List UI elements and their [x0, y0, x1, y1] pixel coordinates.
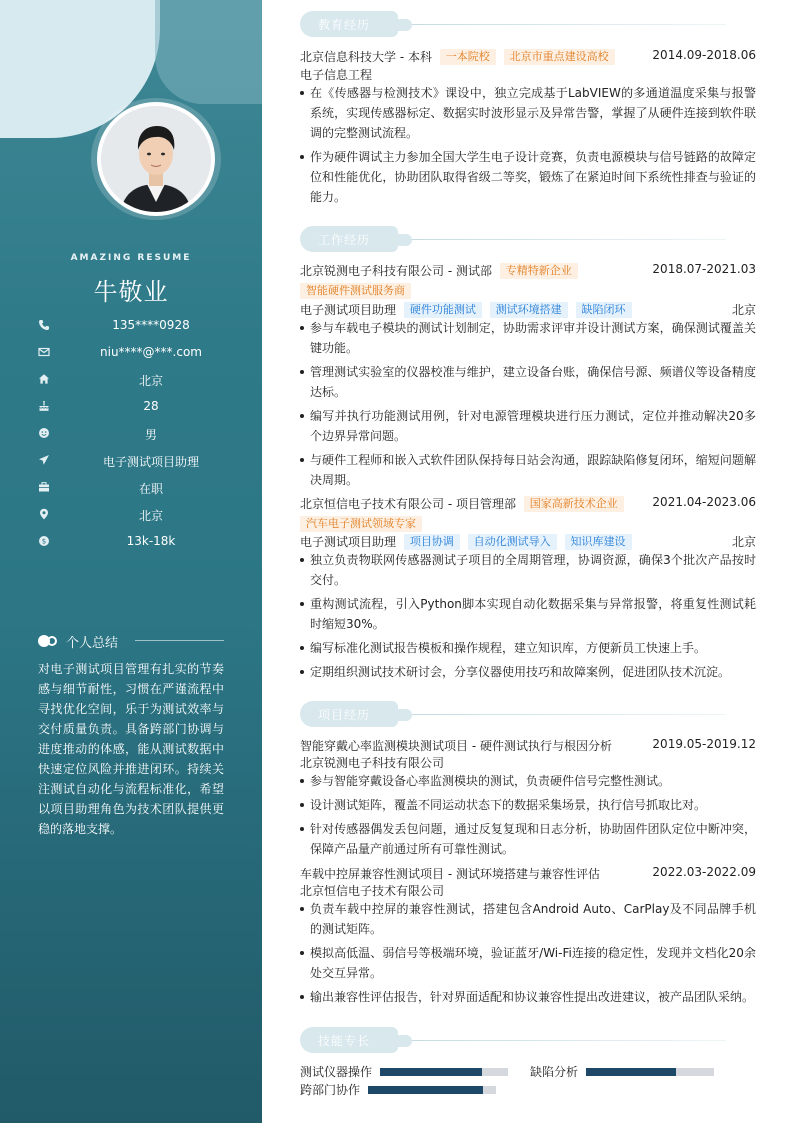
divider	[412, 24, 726, 25]
company-tag: 国家高新技术企业	[524, 496, 624, 512]
project-date: 2022.03-2022.09	[652, 865, 756, 879]
major-row	[300, 66, 756, 84]
info-value: 男	[144, 428, 157, 442]
project-company-row	[300, 754, 756, 772]
info-value: niu****@***.com	[100, 345, 202, 359]
info-value: 北京	[138, 509, 163, 523]
list-item: 管理测试实验室的仪器校准与维护，建立设备台账，确保信号源、频谱仪等设备精度达标。	[300, 362, 756, 402]
job-tags-row	[300, 516, 756, 534]
project-row	[300, 737, 756, 755]
info-value: 28	[143, 399, 159, 413]
skill-bar	[586, 1068, 714, 1076]
skill-item	[300, 1063, 510, 1081]
divider	[412, 239, 726, 240]
info-salary	[0, 530, 262, 557]
summary-title: 个人总结	[66, 636, 119, 651]
section-header-projects	[300, 701, 756, 729]
role-tag: 自动化测试导入	[468, 534, 557, 550]
section-header-skills	[300, 1027, 756, 1055]
role-tag: 项目协调	[404, 534, 460, 550]
skill-label: 缺陷分析	[530, 1065, 579, 1079]
candidate-name: 牛敬业	[93, 278, 169, 306]
job-location: 北京	[731, 535, 756, 549]
education-row	[300, 48, 756, 66]
summary-dots-icon	[38, 635, 60, 647]
job-date: 2021.04-2023.06	[652, 495, 756, 509]
list-item: 模拟高低温、弱信号等极端环境，验证蓝牙/Wi-Fi连接的稳定性，发现并文档化20余处交互异常。	[300, 943, 756, 983]
list-item: 编写并执行功能测试用例，针对电源管理模块进行压力测试，定位并推动解决20多个边界异常问题。	[300, 406, 756, 446]
role-row	[300, 533, 756, 551]
list-item: 针对传感器偶发丢包问题，通过反复复现和日志分析，协助固件团队定位中断冲突，保障产品量产前通过所有可靠性测试。	[300, 819, 756, 859]
skill-bar	[368, 1086, 496, 1094]
list-item: 参与智能穿戴设备心率监测模块的测试，负责硬件信号完整性测试。	[300, 771, 756, 791]
list-item: 设计测试矩阵，覆盖不同运动状态下的数据采集场景，执行信号抓取比对。	[300, 795, 756, 815]
info-phone	[0, 314, 262, 341]
job-row	[300, 495, 756, 513]
info-value: 在职	[138, 482, 163, 496]
list-item: 重构测试流程，引入Python脚本实现自动化数据采集与异常报警，将重复性测试耗时缩短30%。	[300, 594, 756, 634]
school-tag: 一本院校	[440, 49, 496, 65]
role-row	[300, 301, 756, 319]
project-date: 2019.05-2019.12	[652, 737, 756, 751]
section-title: 工作经历	[318, 233, 371, 247]
role-tag: 缺陷闭环	[576, 302, 632, 318]
list-item: 作为硬件调试主力参加全国大学生电子设计竞赛，负责电源模块与信号链路的故障定位和性能优化，协助团队取得省级二等奖，锻炼了在紧迫时间下系统性排查与验证的能力。	[300, 147, 756, 207]
job-date: 2018.07-2021.03	[652, 262, 756, 276]
company-tag: 专精特新企业	[500, 263, 578, 279]
job-bullets	[300, 318, 756, 494]
project-name: 智能穿戴心率监测模块测试项目 - 硬件测试执行与根因分析	[300, 739, 612, 753]
info-gender	[0, 422, 262, 449]
info-value: 13k-18k	[126, 534, 176, 548]
info-value: 135****0928	[112, 318, 190, 332]
avatar	[97, 102, 215, 216]
role-tag: 测试环境搭建	[490, 302, 568, 318]
section-header-work	[300, 226, 756, 254]
info-value: 电子测试项目助理	[102, 455, 199, 469]
job-bullets	[300, 550, 756, 686]
skill-bar-fill	[380, 1068, 482, 1076]
sidebar	[0, 0, 262, 1123]
company-tag: 汽车电子测试领域专家	[300, 516, 422, 532]
contact-info-list	[0, 314, 262, 557]
section-title: 项目经历	[318, 708, 371, 722]
divider	[412, 714, 726, 715]
company-tag: 智能硬件测试服务商	[300, 283, 411, 299]
avatar-photo	[101, 106, 211, 212]
job-tags-row	[300, 283, 756, 301]
role-name: 电子测试项目助理	[300, 535, 397, 549]
project-company: 北京锐测电子科技有限公司	[300, 756, 445, 770]
list-item: 定期组织测试技术研讨会，分享仪器使用技巧和故障案例，促进团队技术沉淀。	[300, 662, 756, 682]
info-email	[0, 341, 262, 368]
list-item: 独立负责物联网传感器测试子项目的全周期管理，协调资源，确保3个批次产品按时交付。	[300, 550, 756, 590]
decor-shape	[155, 0, 262, 104]
summary-header	[38, 631, 224, 649]
job-row	[300, 262, 756, 280]
school-name: 北京信息科技大学 - 本科	[300, 50, 432, 64]
list-item: 与硬件工程师和嵌入式软件团队保持每日站会沟通，跟踪缺陷修复闭环，缩短问题解决周期。	[300, 450, 756, 490]
skill-label: 跨部门协作	[300, 1083, 361, 1097]
project-bullets	[300, 771, 756, 863]
company-name: 北京锐测电子科技有限公司 - 测试部	[300, 264, 492, 278]
list-item: 输出兼容性评估报告，针对界面适配和协议兼容性提出改进建议，被产品团队采纳。	[300, 987, 756, 1007]
role-tag: 硬件功能测试	[404, 302, 482, 318]
section-header-education	[300, 11, 756, 39]
info-age	[0, 395, 262, 422]
project-company-row	[300, 882, 756, 900]
section-title: 技能专长	[318, 1034, 371, 1048]
skill-bar	[380, 1068, 508, 1076]
school-tag: 北京市重点建设高校	[504, 49, 615, 65]
list-item: 在《传感器与检测技术》课设中，独立完成基于LabVIEW的多通道温度采集与报警系统，实现传感器标定、数据实时波形显示及异常告警，掌握了从硬件连接到软件联调的完整测试流程。	[300, 83, 756, 143]
divider	[135, 640, 224, 641]
role-name: 电子测试项目助理	[300, 303, 397, 317]
skill-item	[530, 1063, 716, 1081]
resume-tagline: AMAZING RESUME	[70, 253, 192, 263]
section-title: 教育经历	[318, 18, 371, 32]
skill-bar-fill	[368, 1086, 483, 1094]
skill-bar-fill	[586, 1068, 676, 1076]
education-bullets	[300, 83, 756, 211]
divider	[412, 1040, 726, 1041]
role-tag: 知识库建设	[565, 534, 632, 550]
info-position	[0, 449, 262, 476]
info-status	[0, 476, 262, 503]
skill-label: 测试仪器操作	[300, 1065, 373, 1079]
major-name: 电子信息工程	[300, 68, 373, 82]
info-value: 北京	[138, 374, 163, 388]
company-name: 北京恒信电子技术有限公司 - 项目管理部	[300, 497, 516, 511]
summary-text: 对电子测试项目管理有扎实的节奏感与细节耐性，习惯在严谨流程中寻找优化空间，乐于为测试效率与交付质量负责。具备跨部门协调与进度推动的体感，能从测试数据中快速定位风险并推进闭环。持续关注测试自动化与流程标准化，希望以项目助理角色为技术团队提供更稳的落地支撑。	[38, 662, 224, 836]
education-date: 2014.09-2018.06	[652, 48, 756, 62]
project-bullets	[300, 899, 756, 1011]
svg-text:$: $	[41, 537, 47, 546]
project-company: 北京恒信电子技术有限公司	[300, 884, 445, 898]
info-location	[0, 503, 262, 530]
list-item: 编写标准化测试报告模板和操作规程，建立知识库，方便新员工快速上手。	[300, 638, 756, 658]
job-location: 北京	[731, 303, 756, 317]
skill-item	[300, 1081, 500, 1099]
project-name: 车载中控屏兼容性测试项目 - 测试环境搭建与兼容性评估	[300, 867, 600, 881]
info-home	[0, 368, 262, 395]
project-row	[300, 865, 756, 883]
list-item: 参与车载电子模块的测试计划制定，协助需求评审并设计测试方案，确保测试覆盖关键功能。	[300, 318, 756, 358]
list-item: 负责车载中控屏的兼容性测试，搭建包含Android Auto、CarPlay及不同品牌手机的测试矩阵。	[300, 899, 756, 939]
